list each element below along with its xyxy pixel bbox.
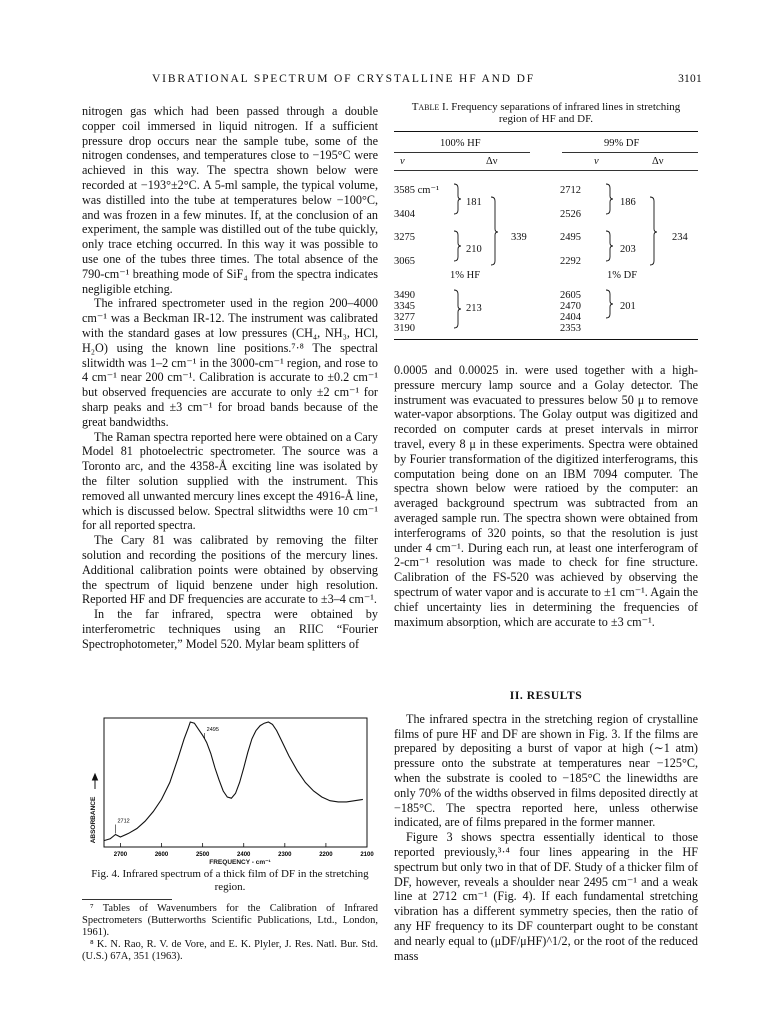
table-1	[394, 101, 698, 341]
paragraph: The Cary 81 was calibrated by removing the filter solution and recording the positions of the mercury lines. Additional calibration points were obtained by observing the spectrum of liquid benzene under high resolution. Reported HF and DF frequencies are accurate to ±3–4 cm⁻¹.	[82, 533, 378, 607]
brace-hf-outer	[491, 197, 498, 265]
df-dnu-outer: 234	[672, 232, 688, 243]
hf-dnu-2: 210	[466, 244, 482, 255]
spectrum-chart	[82, 716, 378, 866]
right-column	[394, 363, 698, 629]
df-nu-2: 2526	[560, 209, 581, 220]
table-bottom-rule	[394, 339, 698, 340]
x-tick-label: 2400	[237, 852, 251, 858]
hf1-nu-3: 3277	[394, 312, 415, 323]
brace-hf1	[454, 290, 461, 328]
hf-dnu-outer: 339	[511, 232, 527, 243]
results-section	[394, 689, 698, 963]
running-title: VIBRATIONAL SPECTRUM OF CRYSTALLINE HF AND DF	[152, 73, 536, 85]
footnote: ⁸ K. N. Rao, R. V. de Vore, and E. K. Plyler, J. Res. Natl. Bur. Std. (U.S.) 67A, 351 (1963).	[82, 939, 378, 962]
page-number: 3101	[678, 73, 702, 85]
df1-dnu: 201	[620, 301, 636, 312]
df1-nu-4: 2353	[560, 323, 581, 334]
x-tick-label: 2200	[319, 852, 333, 858]
brace-df-1	[606, 184, 613, 214]
hf-nu-2: 3404	[394, 209, 415, 220]
hf1-dnu: 213	[466, 303, 482, 314]
df1-nu-1: 2605	[560, 290, 581, 301]
df-nu-1: 2712	[560, 185, 581, 196]
y-axis-label: ABSORBANCE	[90, 796, 97, 844]
figure-caption: Fig. 4. Infrared spectrum of a thick film of DF in the stretching region.	[91, 868, 369, 893]
sub-header-hf: 1% HF	[450, 270, 481, 281]
y-axis-arrow-icon	[93, 774, 98, 789]
sub-header-df: 1% DF	[607, 270, 638, 281]
table-braces	[394, 101, 698, 341]
x-tick-label: 2300	[278, 852, 292, 858]
brace-hf-2	[454, 231, 461, 261]
hf-dnu-1: 181	[466, 197, 482, 208]
df1-nu-3: 2404	[560, 312, 581, 323]
group-header-df: 99% DF	[604, 138, 640, 149]
hf1-nu-2: 3345	[394, 301, 415, 312]
hf-nu-4: 3065	[394, 256, 415, 267]
col-header-dnu-hf: Δν	[486, 156, 498, 167]
hf1-nu-1: 3490	[394, 290, 415, 301]
x-tick-label: 2500	[195, 852, 210, 858]
x-tick-label: 2100	[360, 852, 374, 858]
brace-hf-1	[454, 184, 461, 214]
col-header-nu-hf: ν	[400, 156, 405, 167]
brace-df1	[606, 290, 613, 318]
running-header	[82, 73, 702, 93]
x-axis-ticks	[114, 843, 375, 858]
paragraph: Figure 3 shows spectra essentially identical to those reported previously,³·⁴ four lines appearing in the HF spectrum but only two in that of DF. Study of a thicker film of DF, however, reveals a shoulder near 2495 cm⁻¹ and a weak line at 2712 cm⁻¹ (Fig. 4). If each fundamental stretching vibration has a different symmetry species, then the ratio of any HF frequency to its DF counterpart ought to be constant and nearly equal to (μDF/μHF)^1/2, or the root of the reduced mass	[394, 830, 698, 963]
figure-4	[82, 716, 378, 866]
paragraph: The infrared spectrometer used in the region 200–4000 cm⁻¹ was a Beckman IR-12. The instrument was calibrated with the standard gases at low pressures (CH₄, NH₃, HCl, H₂O) using the known line positions.⁷·⁸ The spectral slitwidth was 1–2 cm⁻¹ in the 3000-cm⁻¹ region, and rose to 4 cm⁻¹ near 200 cm⁻¹. Calibration is accurate to ±0.2 cm⁻¹ but observed frequencies are accurate to only ±2 cm⁻¹ for sharp peaks and ±3 cm⁻¹ for broad bands because of the great bandwidths.	[82, 296, 378, 429]
paragraph: The infrared spectra in the stretching region of crystalline films of pure HF and DF are shown in Fig. 3. If the films are prepared by depositing a burst of vapor at high (∼1 atm) pressure onto the substrate at temperatures near −125°C, when the substrate is cooled to −185°C the linewidths are only 70% of the widths observed in films deposited directly at −185°C. The spectra reported here, unless otherwise indicated, are of films prepared in the former manner.	[394, 711, 698, 830]
peak-label: 2712	[117, 818, 130, 825]
paragraph: In the far infrared, spectra were obtained by interferometric techniques using an RIIC “Fourier Spectrophotometer,” Model 520. Mylar beam splitters of	[82, 607, 378, 651]
brace-df-2	[606, 231, 613, 261]
section-heading: II. RESULTS	[509, 690, 583, 702]
paragraph: 0.0005 and 0.00025 in. were used together with a high-pressure mercury lamp source and a Golay detector. The instrument was evacuated to pressures below 50 μ to remove water-vapor absorptions. The Golay output was digitized and recorded on computer cards at preset intervals in mirror travel, every 8 μ in these experiments. Spectra were obtained by Fourier transformation of the digitized interferograms, this computation being done on an IBM 7094 computer. The spectra shown below were ratioed by the computer: an averaged background spectrum was subtracted from an averaged sample run. The spectra shown were obtained from interferograms of 320 points, so that the resolution is just under 4 cm⁻¹. During each run, at least one interferogram of 2-cm⁻¹ resolution was made to check for fine structure. Calibration of the FS-520 was achieved by observing the spectrum of water vapor and is accurate to ±1 cm⁻¹. Again the chief uncertainty lies in determining the frequencies of maximum absorption, which are accurate to ±3 cm⁻¹.	[394, 363, 698, 629]
x-axis-label: FREQUENCY - cm⁻¹	[209, 859, 271, 866]
df-dnu-1: 186	[620, 197, 636, 208]
spectrum-line	[104, 722, 363, 841]
df-nu-4: 2292	[560, 256, 581, 267]
peak-annotations	[116, 727, 219, 834]
group-header-hf: 100% HF	[440, 138, 481, 149]
df1-nu-2: 2470	[560, 301, 581, 312]
footnotes	[82, 903, 378, 963]
footnote: ⁷ Tables of Wavenumbers for the Calibration of Infrared Spectrometers (Butterworths Scientific Publications, Ltd., London, 1961).	[82, 903, 378, 938]
df-nu-3: 2495	[560, 232, 581, 243]
y-axis-label-group	[90, 774, 98, 843]
hf1-nu-4: 3190	[394, 323, 415, 334]
col-header-nu-df: ν	[594, 156, 599, 167]
x-tick-label: 2600	[154, 852, 169, 858]
peak-label: 2495	[206, 726, 219, 733]
df-dnu-2: 203	[620, 244, 636, 255]
paragraph: nitrogen gas which had been passed through a double copper coil immersed in liquid nitrogen. If a sufficient pressure drop occurs near the sample tube, some of the nitrogen condenses, and temperatures close to −195°C were achieved in this way. The spectra shown below were recorded at −193°±2°C. A 5-ml sample, the typical volume, was distilled into the tube at temperatures below −100°C, and was frozen in a few minutes. If, at the conclusion of an experiment, the sample was distilled out of the tube quickly, only trace etching occurred. In this way it was possible to use one of the tubes three times. The total absence of the 790-cm⁻¹ breathing mode of SiF₄ from the spectra indicates negligible etching.	[82, 104, 378, 296]
left-column	[82, 104, 378, 651]
col-header-dnu-df: Δν	[652, 156, 664, 167]
table-caption-text: Frequency separations of infrared lines in stretching region of HF and DF.	[451, 101, 681, 125]
hf-nu-3: 3275	[394, 232, 415, 243]
plot-frame	[104, 718, 367, 847]
brace-df-outer	[650, 197, 657, 265]
table-label: Table I.	[411, 101, 449, 113]
x-tick-label: 2700	[113, 852, 128, 858]
hf-nu-1: 3585 cm⁻¹	[394, 185, 440, 196]
paragraph: The Raman spectra reported here were obtained on a Cary Model 81 photoelectric spectrometer. The source was a Toronto arc, and the 4358-Å exciting line was isolated by the filter solution supplied with the instrument. This removed all unwanted mercury lines except the 4916-Å line, which is discussed below. Spectral slitwidths were 10 cm⁻¹ for all reported spectra.	[82, 429, 378, 533]
footnote-rule	[82, 899, 172, 900]
